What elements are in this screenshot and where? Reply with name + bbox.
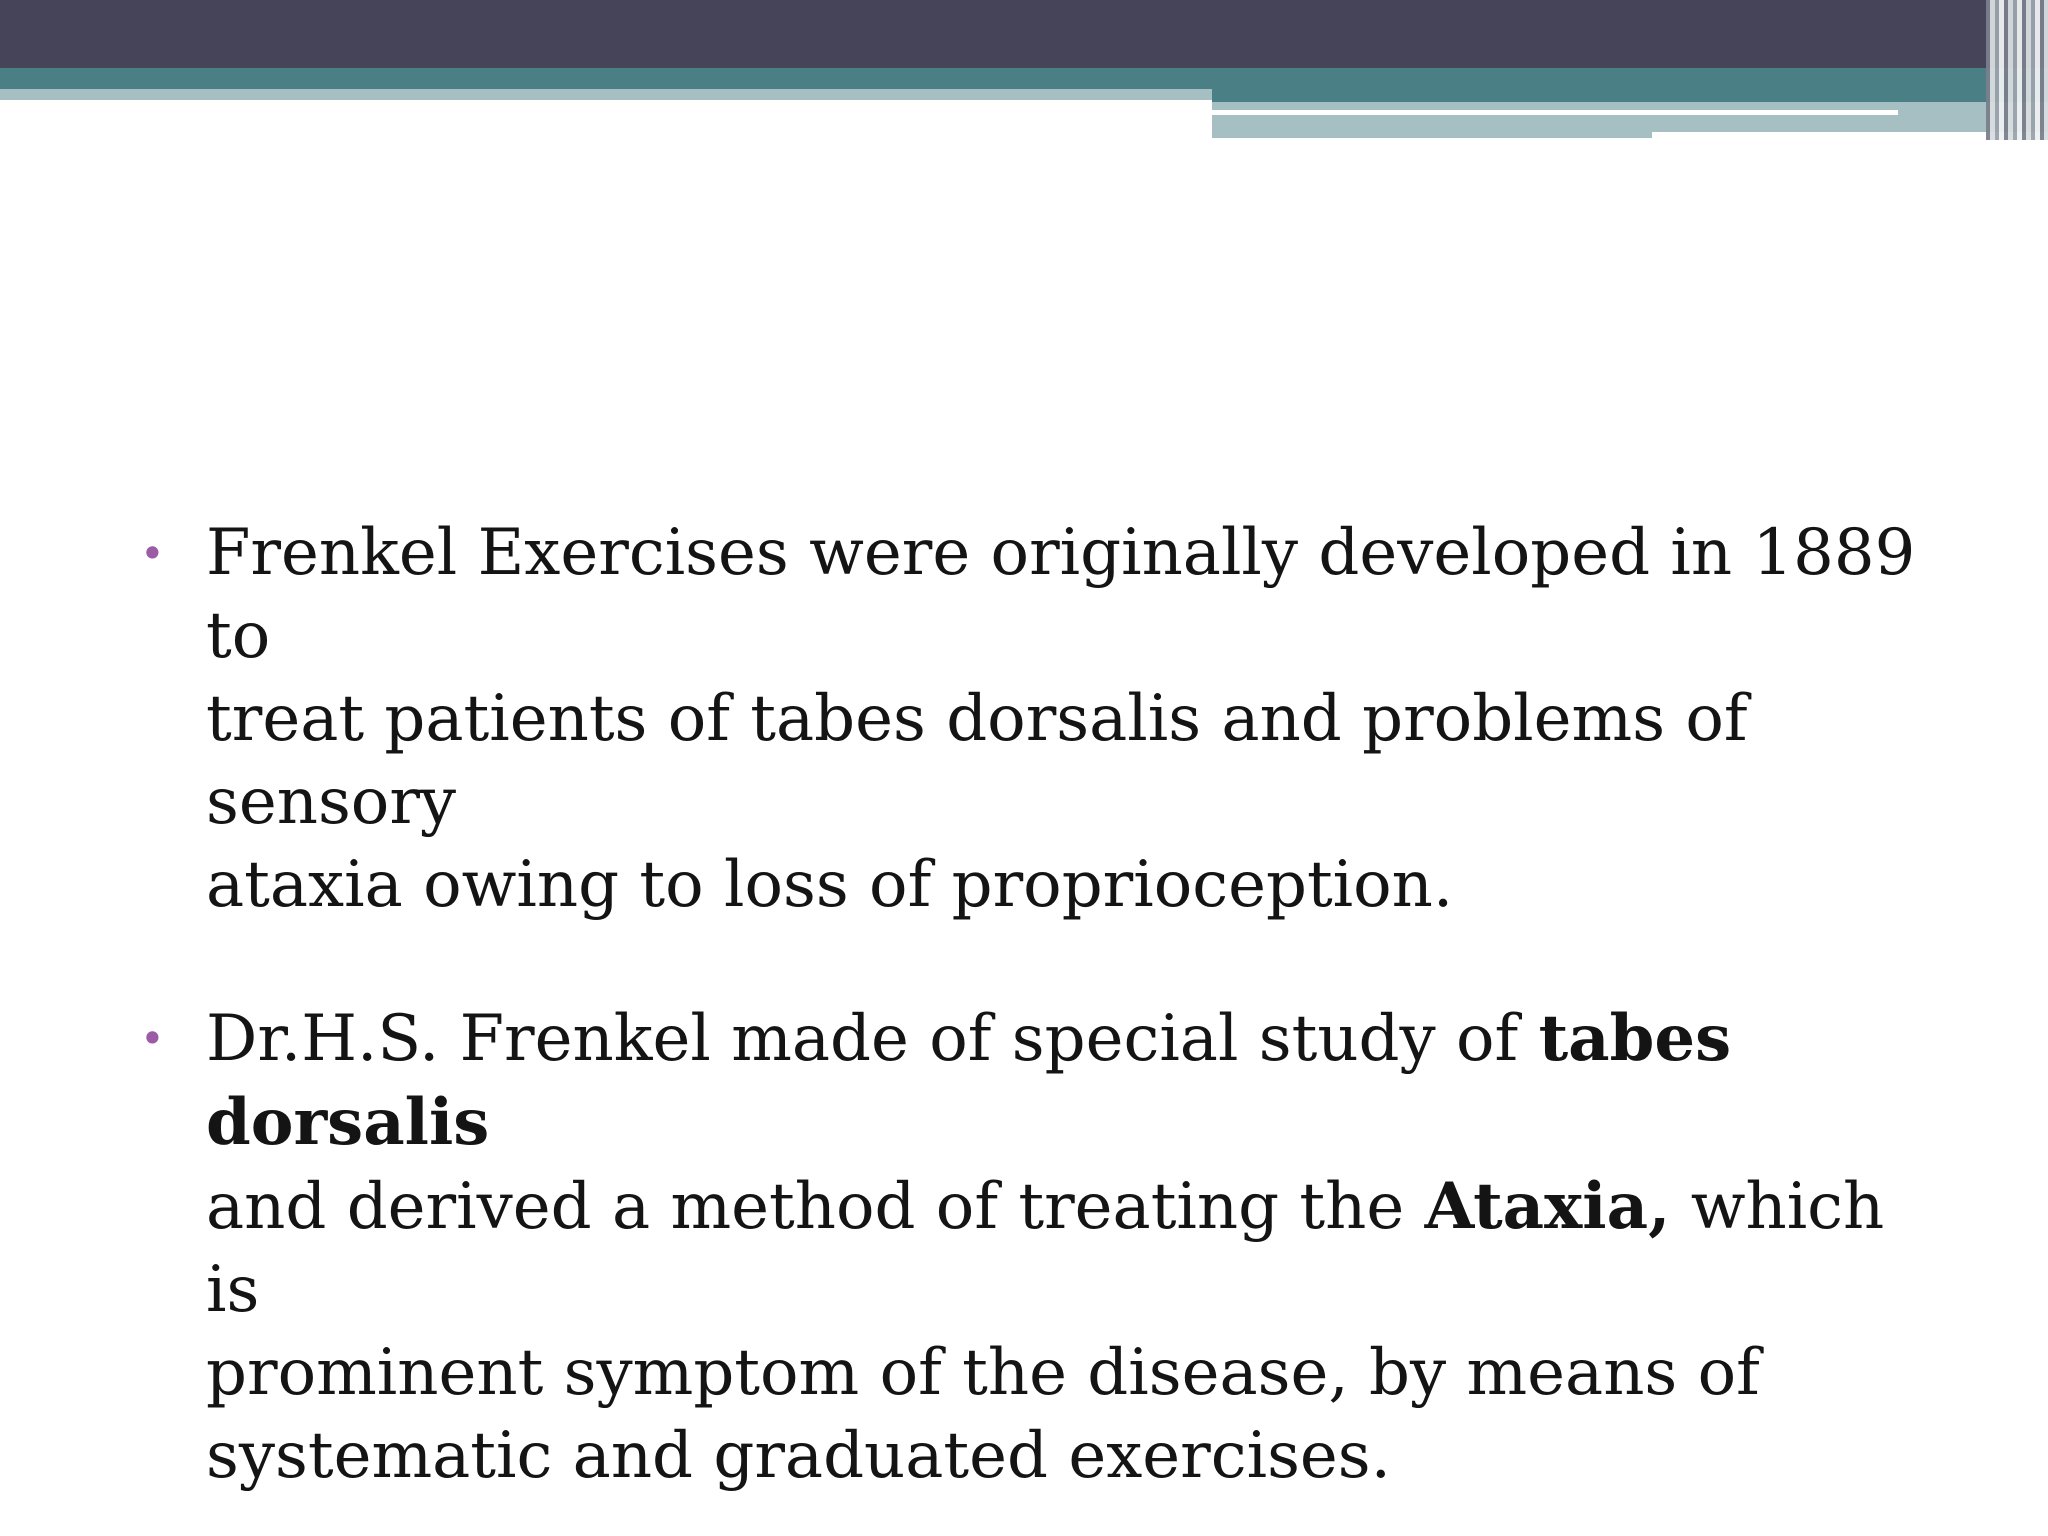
bold-term-tabes-dorsalis: tabes dorsalis: [206, 1001, 1732, 1160]
bullet-item-1: [140, 512, 1940, 927]
bullet-text-2-part-5: which is prominent symptom of the disease, by means of systematic and graduated exercises.: [206, 1170, 1885, 1493]
bullet-text-2-part-3: and derived a method of treating the: [206, 1170, 1405, 1244]
header-light-band-left: [0, 89, 1212, 100]
bullet-text-2: [206, 997, 1940, 1498]
header-teal-band-right: [1212, 68, 2048, 102]
header-teal-band-left: [0, 68, 1212, 89]
bullet-marker: •: [140, 529, 165, 578]
header-edge-stripes: [1986, 0, 2048, 140]
slide-body: [140, 512, 1940, 1536]
bold-term-ataxia: Ataxia,: [1424, 1169, 1671, 1244]
bullet-item-2: [140, 997, 1940, 1498]
bullet-text-1: Frenkel Exercises were originally developed in 1889 to treat patients of tabes dorsalis and problems of sensory ataxia owing to loss of proprioception.: [206, 516, 1916, 922]
header-white-line: [1212, 110, 1898, 115]
header-dark-band: [0, 0, 2048, 68]
bullet-marker: •: [140, 1014, 165, 1063]
bullet-text-2-part-1: Dr.H.S. Frenkel made of special study of: [206, 1002, 1539, 1076]
